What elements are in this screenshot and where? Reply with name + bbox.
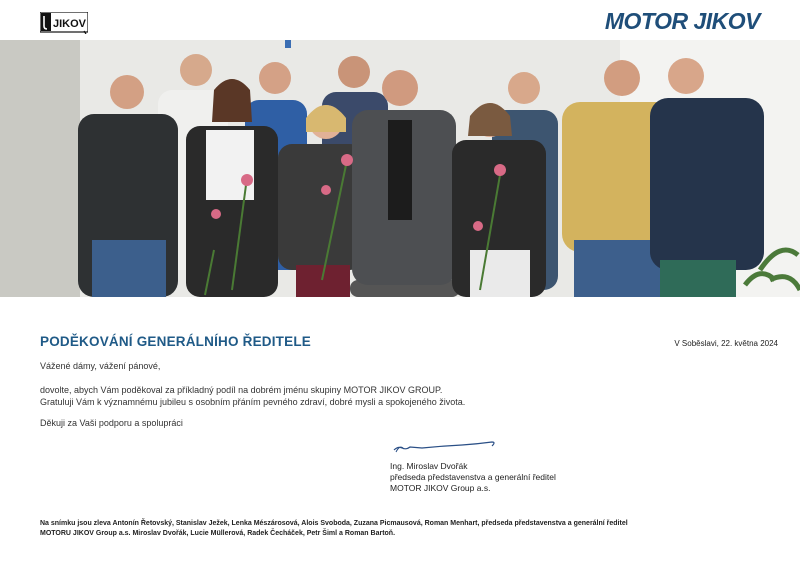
jikov-logo-text: JIKOV [53,18,87,30]
motor-jikov-logo [605,8,760,35]
group-photo [0,40,800,297]
photo-caption [40,519,770,539]
letter-date: V Soběslavi, 22. května 2024 [674,339,778,348]
letter-title: PODĚKOVÁNÍ GENERÁLNÍHO ŘEDITELE [40,334,311,349]
signatory-block [390,461,556,494]
letter-thanks: Děkuji za Vaši podporu a spolupráci [40,418,183,428]
letter-paragraph-line-1: dovolte, abych Vám poděkoval za příkladný podíl na dobrém jménu skupiny MOTOR JIKOV GROUP. [40,385,443,395]
photo-caption-line-1: Na snímku jsou zleva Antonín Řetovský, Stanislav Ježek, Lenka Mészárosová, Alois Svoboda, Zuzana Picmausová, Roman Menhart, předseda představenstva a generální ředitel [40,520,628,527]
handwritten-signature [392,436,502,456]
motor-jikov-logo-text: MOTOR JIKOV [604,8,760,34]
letter-paragraph-line-2: Gratuluji Vám k významnému jubileu s osobním přáním pevného zdraví, dobré mysli a spokojeného života. [40,397,466,407]
jikov-logo [40,12,88,34]
signatory-name: Ing. Miroslav Dvořák [390,461,468,471]
signatory-company: MOTOR JIKOV Group a.s. [390,483,491,493]
group-photo-image [0,40,800,297]
letter-greeting: Vážené dámy, vážení pánové, [40,361,161,371]
signatory-role: předseda představenstva a generální ředitel [390,472,556,482]
letter-paragraph [40,384,760,408]
photo-caption-line-2: MOTORU JIKOV Group a.s. Miroslav Dvořák, Lucie Müllerová, Radek Čecháček, Petr Šiml a Roman Bartoň. [40,530,396,537]
